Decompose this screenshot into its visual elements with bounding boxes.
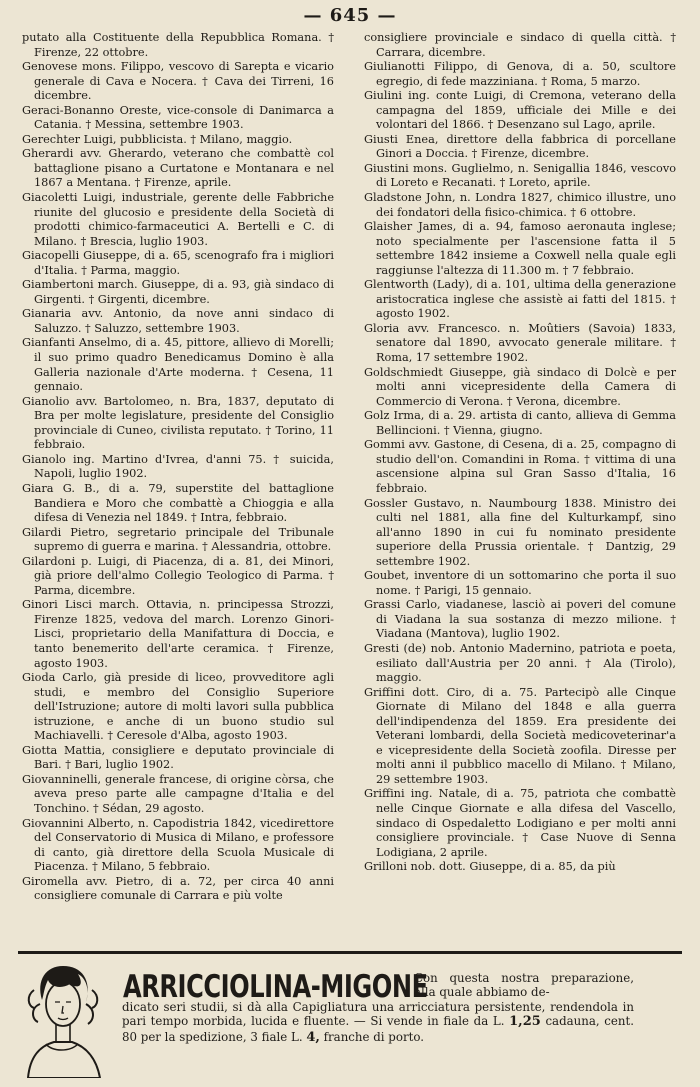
entry-text: Giovanninelli, generale francese, di origine còrsa, che aveva preso parte alle campagne d'Italia e del Tonchino. † Sédan, 29 agosto. — [22, 772, 334, 815]
entry-text: consigliere provinciale e sindaco di quella città. † Carrara, dicembre. — [364, 31, 676, 59]
entry-text: Glaisher James, di a. 94, famoso aeronauta inglese; noto specialmente per l'ascensione fatta il 5 settembre 1842 insieme a Coxwell nella quale egli raggiunse l'altezza di 11.300 m. † 7 febbraio. — [364, 220, 676, 277]
obituary-entry — [22, 60, 334, 104]
obituary-entry — [364, 220, 676, 278]
obituary-entry — [22, 191, 334, 249]
entry-text: Giotta Mattia, consigliere e deputato provinciale di Bari. † Bari, luglio 1902. — [22, 743, 334, 772]
entry-text: Giara G. B., di a. 79, superstite del battaglione Bandiera e Moro che combattè a Chioggia e alla difesa di Venezia nel 1849. † Intra, febbraio. — [22, 481, 334, 525]
obituary-entry — [364, 366, 676, 410]
entry-text: Glentworth (Lady), di a. 101, ultima della generazione aristocratica inglese che assistè ai fatti del 1815. † agosto 1902. — [364, 278, 676, 321]
ad-side-text: Con questa nostra preparazione, alla quale abbiamo de- — [414, 971, 634, 999]
ad-price-three: 4, — [306, 1029, 320, 1045]
entry-text: Gioda Carlo, già preside di liceo, provveditore agli studi, e membro del Consiglio Superiore dell'Istruzione; autore di molti lavori sulla pubblica istruzione, e anche di un buono studio sul Machiavelli. † Ceresole d'Alba, agosto 1903. — [22, 671, 334, 743]
obituary-entry — [22, 555, 334, 599]
obituary-entry — [364, 162, 676, 191]
obituary-entry — [22, 104, 334, 133]
entry-text: Gianolo ing. Martino d'Ivrea, d'anni 75. † suicida, Napoli, luglio 1902. — [22, 452, 334, 481]
entry-text: Grilloni nob. dott. Giuseppe, di a. 85, da più — [364, 860, 616, 874]
obituary-entry — [22, 133, 334, 148]
obituary-entry — [22, 395, 334, 453]
entry-text: putato alla Costituente della Repubblica Romana. † Firenze, 22 ottobre. — [22, 31, 334, 59]
page-number: — 645 — — [303, 5, 397, 26]
obituary-entry — [22, 482, 334, 526]
entry-text: Gianfanti Anselmo, di a. 45, pittore, allievo di Morelli; il suo primo quadro Benedicamus Domino è alla Galleria nazionale d'Arte moderna. † Cesena, 11 gennaio. — [22, 336, 334, 394]
entry-text: Gerechter Luigi, pubblicista. † Milano, maggio. — [22, 132, 293, 146]
obituary-entry — [364, 787, 676, 860]
obituary-entry — [364, 598, 676, 642]
obituary-entry — [364, 438, 676, 496]
entry-text: Gianaria avv. Antonio, da nove anni sindaco di Saluzzo. † Saluzzo, settembre 1903. — [22, 307, 334, 335]
ad-body-mid: cadauna, cent. 80 per la spedizione, 3 fiale L. — [122, 1014, 634, 1044]
entry-text: Gossler Gustavo, n. Naumbourg 1838. Ministro dei culti nel 1881, alla fine del Kulturkampf, sino all'anno 1890 in cui fu nominato presidente superiore della Prussia orientale. † Dantzig, 29 settembre 1902. — [364, 496, 676, 568]
entry-text: Golz Irma, di a. 29. artista di canto, allieva di Gemma Bellincioni. † Vienna, giugno. — [364, 409, 676, 437]
entry-text: Gianolio avv. Bartolomeo, n. Bra, 1837, deputato di Bra per molte legislature, presidente del Consiglio provinciale di Cuneo, civilista reputato. † Torino, 11 febbraio. — [22, 394, 334, 452]
entry-text: Giovannini Alberto, n. Capodistria 1842, vicedirettore del Conservatorio di Musica di Milano, e professore di canto, già direttore della Scuola Musicale di Piacenza. † Milano, 5 febbraio. — [22, 816, 334, 874]
entry-text: Giulianotti Filippo, di Genova, di a. 50, scultore egregio, di fede mazziniana. † Roma, 5 marzo. — [364, 60, 676, 88]
entry-text: Gladstone John, n. Londra 1827, chimico illustre, uno dei fondatori della fisico-chimica. † 6 ottobre. — [364, 191, 676, 219]
obituary-entry — [364, 322, 676, 366]
entry-text: Griffini dott. Ciro, di a. 75. Partecipò alle Cinque Giornate di Milano del 1848 e alla guerra dell'indipendenza del 1859. Era presidente dei Veterani lombardi, della Società medicoveterinar'a e vicepresidente della Società zoofila. Diresse per molti anni il pubblico macello di Milano. † Milano, 29 settembre 1903. — [364, 685, 676, 786]
advertisement — [18, 951, 682, 1082]
ad-headline: ARRICCIOLINA-MIGONE — [123, 969, 428, 1005]
entry-text: Giacoletti Luigi, industriale, gerente delle Fabbriche riunite del glucosio e presidente della Società di prodotti chimico-farmaceutici A. Bertelli e C. di Milano. † Brescia, luglio 1903. — [22, 191, 334, 248]
entry-text: Griffini ing. Natale, di a. 75, patriota che combattè nelle Cinque Giornate e alla difesa del Vascello, sindaco di Ospedaletto Lodigiano e per molti anni consigliere provinciale. † Case Nuove di Senna Lodigiana, 2 aprile. — [364, 787, 676, 859]
obituary-entry — [22, 453, 334, 482]
entry-text: Genovese mons. Filippo, vescovo di Sarepta e vicario generale di Cava e Nocera. † Cava dei Tirreni, 16 dicembre. — [22, 60, 334, 103]
obituary-entry — [22, 817, 334, 875]
entry-text: Goldschmiedt Giuseppe, già sindaco di Dolcè e per molti anni vicepresidente della Camera di Commercio di Verona. † Verona, dicembre. — [364, 365, 676, 408]
entry-text: Giromella avv. Pietro, di a. 72, per circa 40 anni consigliere comunale di Carrara e più volte — [22, 874, 334, 903]
obituary-entry — [364, 642, 676, 686]
obituary-entry — [22, 875, 334, 904]
entry-text: Geraci-Bonanno Oreste, vice-console di Danimarca a Catania. † Messina, settembre 1903. — [22, 103, 334, 132]
ad-body-tail: franche di porto. — [323, 1029, 424, 1044]
obituary-entry — [22, 598, 334, 671]
obituary-entry — [364, 278, 676, 322]
right-column — [364, 31, 676, 875]
obituary-entry — [364, 31, 676, 60]
entry-text: Gommi avv. Gastone, di Cesena, di a. 25, compagno di studio dell'on. Comandini in Roma. † vittima di una ascensione alpina sul Gran Sasso d'Italia, 16 febbraio. — [364, 438, 676, 495]
entry-text: Giambertoni march. Giuseppe, di a. 93, già sindaco di Girgenti. † Girgenti, dicembre. — [22, 278, 334, 306]
entry-text: Gilardi Pietro, segretario principale del Tribunale supremo di guerra e marina. † Alessandria, ottobre. — [22, 525, 334, 554]
entry-text: Goubet, inventore di un sottomarino che porta il suo nome. † Parigi, 15 gennaio. — [364, 569, 676, 597]
entry-text: Giusti Enea, direttore della fabbrica di porcellane Ginori a Doccia. † Firenze, dicembre. — [364, 132, 676, 161]
entry-text: Gilardoni p. Luigi, di Piacenza, di a. 81, dei Minori, già priore dell'almo Collegio Teologico di Parma. † Parma, dicembre. — [22, 554, 334, 597]
obituary-entry — [364, 497, 676, 570]
obituary-entry — [364, 89, 676, 133]
ad-price-single: 1,25 — [509, 1014, 541, 1030]
obituary-entry — [22, 249, 334, 278]
entry-text: Grassi Carlo, viadanese, lasciò ai poveri del comune di Viadana la sua sostanza di mezzo milione. † Viadana (Mantova), luglio 1902. — [364, 598, 676, 641]
ad-body — [122, 1000, 634, 1045]
obituary-entry — [364, 860, 676, 875]
obituary-entry — [364, 133, 676, 162]
obituary-entry — [22, 278, 334, 307]
entry-text: Gresti (de) nob. Antonio Madernino, patriota e poeta, esiliato dall'Austria per 20 anni. † Ala (Tirolo), maggio. — [364, 641, 676, 685]
obituary-entry — [364, 60, 676, 89]
entry-text: Giulini ing. conte Luigi, di Cremona, veterano della campagna del 1859, ufficiale dei Mille e dei volontari del 1866. † Desenzano sul Lago, aprile. — [364, 89, 676, 132]
obituary-entry — [364, 569, 676, 598]
ad-body-lead: dicato seri studii, si dà alla Capigliatura una arricciatura persistente, rendendola in pari tempo morbida, lucida e fluente. — Si vende in fiale da L. — [122, 1000, 634, 1029]
left-column — [22, 31, 334, 904]
entry-text: Giacopelli Giuseppe, di a. 65, scenografo fra i migliori d'Italia. † Parma, maggio. — [22, 249, 334, 277]
obituary-entry — [364, 686, 676, 788]
entry-text: Giustini mons. Guglielmo, n. Senigallia 1846, vescovo di Loreto e Recanati. † Loreto, aprile. — [364, 161, 676, 190]
obituary-entry — [22, 336, 334, 394]
obituary-entry — [22, 31, 334, 60]
woman-portrait-icon — [20, 960, 106, 1078]
obituary-entry — [22, 671, 334, 744]
obituary-entry — [22, 526, 334, 555]
obituary-entry — [364, 409, 676, 438]
entry-text: Ginori Lisci march. Ottavia, n. principessa Strozzi, Firenze 1825, vedova del march. Lorenzo Ginori-Lisci, proprietario della Manifattura di Doccia, e tanto benemerito dell'arte ceramica. † Firenze, agosto 1903. — [22, 598, 334, 670]
entry-text: Gherardi avv. Gherardo, veterano che combattè col battaglione pisano a Curtatone e Montanara e nel 1867 a Mentana. † Firenze, aprile. — [22, 147, 334, 190]
obituary-entry — [364, 191, 676, 220]
obituary-entry — [22, 773, 334, 817]
entry-text: Gloria avv. Francesco. n. Moûtiers (Savoia) 1833, senatore dal 1890, avvocato generale militare. † Roma, 17 settembre 1902. — [364, 321, 676, 365]
obituary-entry — [22, 307, 334, 336]
obituary-entry — [22, 744, 334, 773]
obituary-entry — [22, 147, 334, 191]
